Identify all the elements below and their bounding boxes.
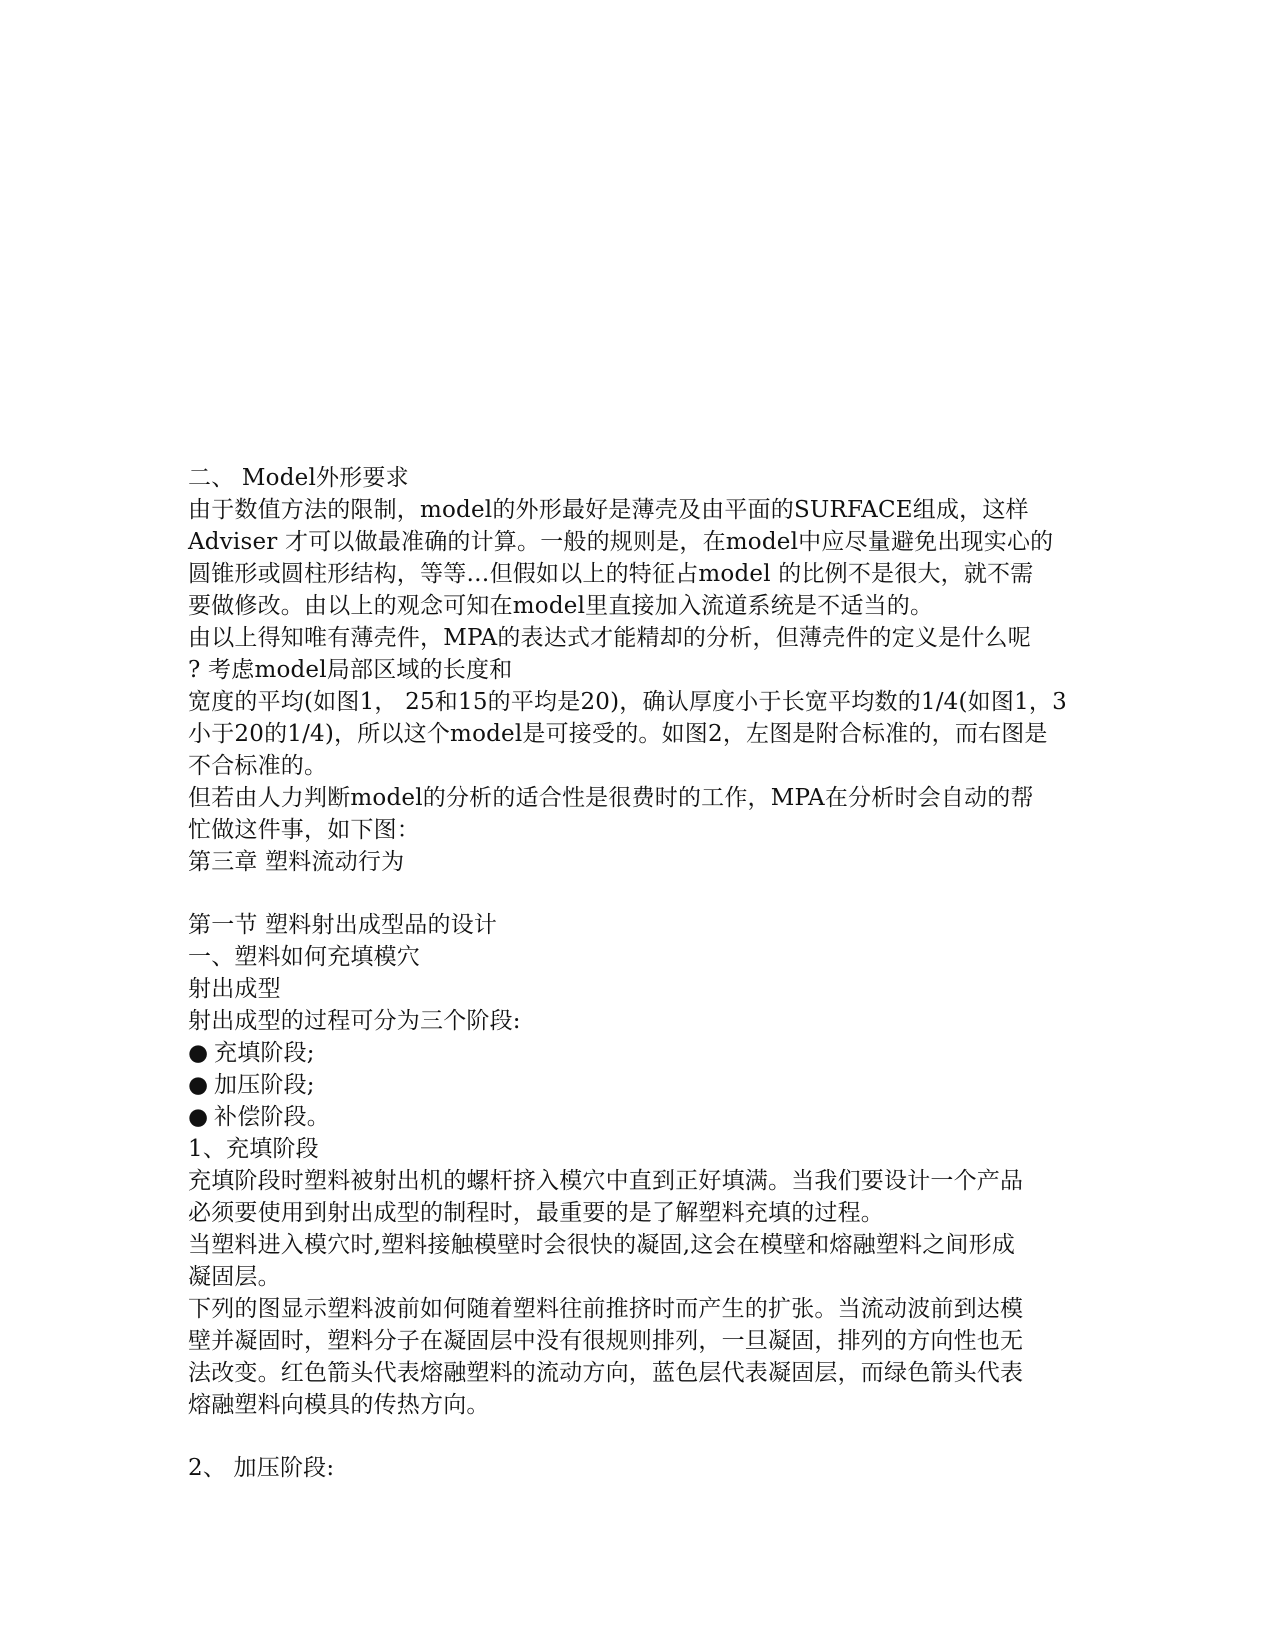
- bullet-icon: ●: [188, 1040, 209, 1066]
- paragraph-line: 下列的图显示塑料波前如何随着塑料往前推挤时而产生的扩张。当流动波前到达模: [188, 1296, 1024, 1322]
- bullet-icon: ●: [188, 1104, 209, 1130]
- subsection-heading: 一、塑料如何充填模穴: [188, 944, 420, 970]
- bullet-text: 补偿阶段。: [214, 1104, 330, 1130]
- bullet-icon: ●: [188, 1072, 209, 1098]
- chapter-heading: 第三章 塑料流动行为: [188, 849, 405, 875]
- paragraph-line: 壁并凝固时，塑料分子在凝固层中没有很规则排列，一旦凝固，排列的方向性也无: [188, 1328, 1024, 1354]
- subheading-pressure-stage: 2、 加压阶段:: [188, 1455, 335, 1481]
- bullet-item: [188, 1069, 1088, 1101]
- paragraph-line: 必须要使用到射出成型的制程时，最重要的是了解塑料充填的过程。: [188, 1200, 884, 1226]
- paragraph-line: 凝固层。: [188, 1264, 281, 1290]
- paragraph-line: ? 考虑model局部区域的长度和: [188, 657, 513, 683]
- document-body: [188, 462, 1088, 1484]
- paragraph-line: 要做修改。由以上的观念可知在model里直接加入流道系统是不适当的。: [188, 593, 934, 619]
- paragraph-line: 圆锥形或圆柱形结构，等等…但假如以上的特征占model 的比例不是很大，就不需: [188, 561, 1034, 587]
- bullet-text: 充填阶段;: [214, 1040, 315, 1066]
- blank-line: [188, 878, 1088, 909]
- section-heading: 第一节 塑料射出成型品的设计: [188, 912, 498, 938]
- paragraph-line: Adviser 才可以做最准确的计算。一般的规则是，在model中应尽量避免出现实心的: [188, 529, 1054, 555]
- paragraph-line: 小于20的1/4)，所以这个model是可接受的。如图2，左图是附合标准的，而右图是: [188, 721, 1048, 747]
- paragraph-line: 由于数值方法的限制，model的外形最好是薄壳及由平面的SURFACE组成，这样: [188, 497, 1029, 523]
- paragraph-line: 但若由人力判断model的分析的适合性是很费时的工作，MPA在分析时会自动的帮: [188, 785, 1034, 811]
- bullet-text: 加压阶段;: [214, 1072, 315, 1098]
- paragraph-line: 充填阶段时塑料被射出机的螺杆挤入模穴中直到正好填满。当我们要设计一个产品: [188, 1168, 1024, 1194]
- paragraph-line: 法改变。红色箭头代表熔融塑料的流动方向，蓝色层代表凝固层，而绿色箭头代表: [188, 1360, 1024, 1386]
- paragraph-line: 射出成型的过程可分为三个阶段:: [188, 1008, 521, 1034]
- topic-heading: 射出成型: [188, 976, 281, 1002]
- paragraph-line: 宽度的平均(如图1， 25和15的平均是20)，确认厚度小于长宽平均数的1/4(如图1，3: [188, 689, 1067, 715]
- bullet-item: [188, 1037, 1088, 1069]
- subheading-filling-stage: 1、充填阶段: [188, 1136, 319, 1162]
- paragraph-line: 忙做这件事，如下图：: [188, 817, 420, 843]
- section-heading-model-shape: 二、 Model外形要求: [188, 465, 409, 491]
- bullet-item: [188, 1101, 1088, 1133]
- paragraph-line: 不合标准的。: [188, 753, 328, 779]
- blank-line: [188, 1421, 1088, 1452]
- paragraph-line: 当塑料进入模穴时,塑料接触模壁时会很快的凝固,这会在模壁和熔融塑料之间形成: [188, 1232, 1016, 1258]
- paragraph-line: 熔融塑料向模具的传热方向。: [188, 1392, 490, 1418]
- paragraph-line: 由以上得知唯有薄壳件，MPA的表达式才能精却的分析，但薄壳件的定义是什么呢: [188, 625, 1031, 651]
